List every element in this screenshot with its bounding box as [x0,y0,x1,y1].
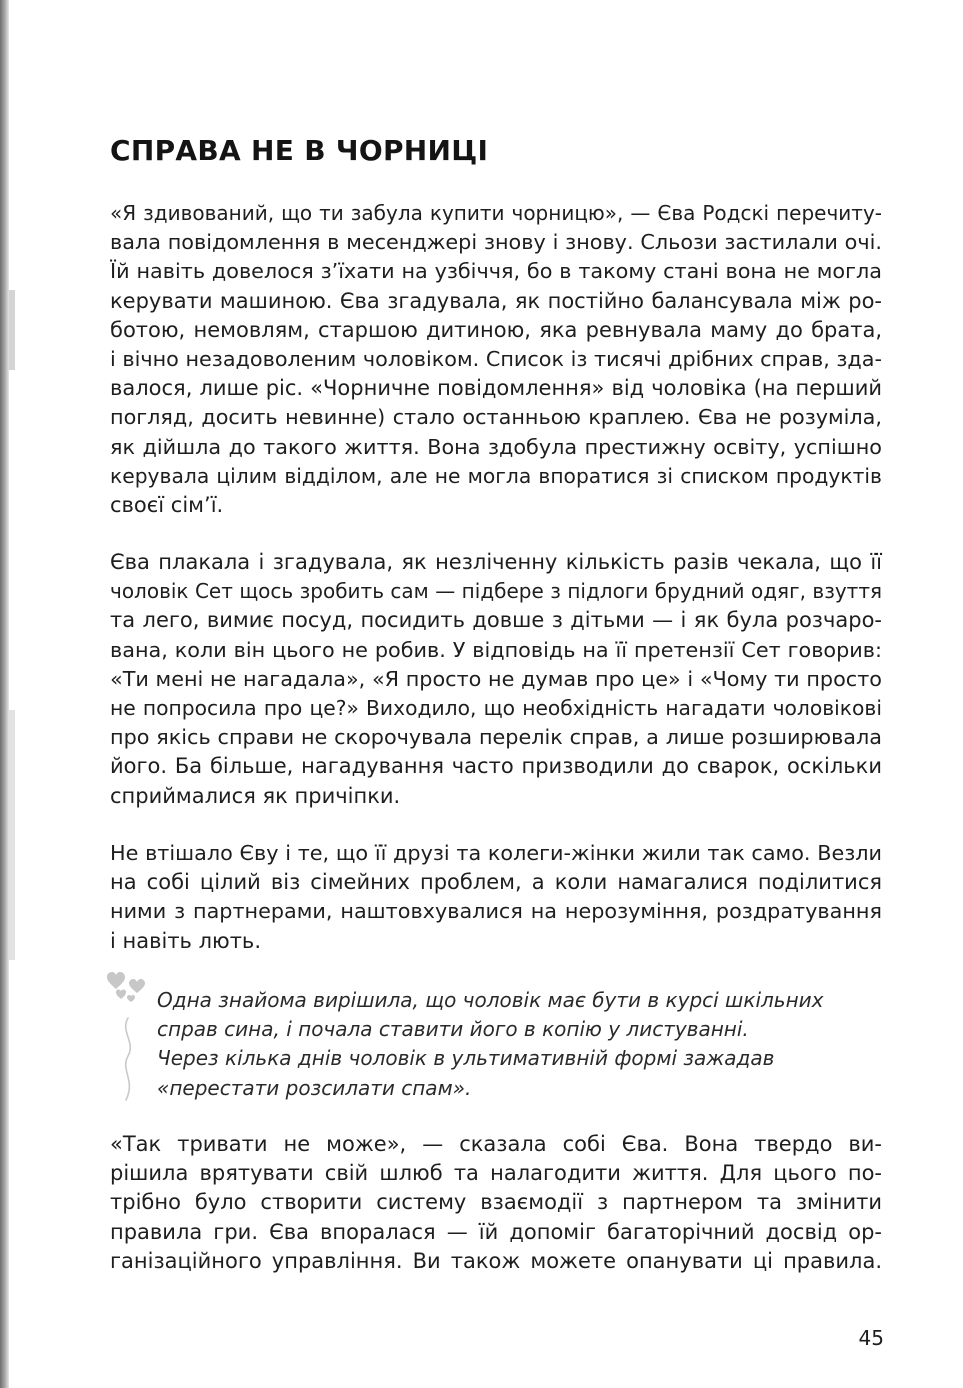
note-line: Через кілька днів чоловік в ультимативній формі зажадав [157,1046,775,1071]
text-line: керувала цілим відділом, але не могла впоратися зі списком продуктів [110,463,882,488]
text-line: сприймалися як причіпки. [110,783,401,808]
text-line: ганізаційного управління. Ви також можете опанувати ці правила. [110,1248,882,1273]
text-line: Єва плакала і згадувала, як незліченну кількість разів чекала, що її [110,550,882,574]
text-line: рішила врятувати свій шлюб та налагодити життя. Для цього по- [110,1161,882,1186]
binding-edge [0,0,9,1388]
text-line: «Ти мені не нагадала», «Я просто не думав про це» і «Чому ти просто [110,666,882,691]
paragraph-2 [110,548,882,811]
text-line: його. Ба більше, нагадування часто призводили до сварок, оскільки [110,754,882,779]
page-number: 45 [858,1326,884,1350]
text-line: про якісь справи не скорочувала перелік справ, а лише розширювала [110,725,882,750]
text-line: та лего, вимиє посуд, посидить довше з дітьми — і як була розчаро- [110,608,882,633]
text-line: ними з партнерами, наштовхувалися на нерозуміння, роздратування [110,899,882,924]
hearts-icon [106,970,148,1105]
text-line: правила гри. Єва впоралася — їй допоміг багаторічний досвід ор- [110,1219,882,1244]
text-line: і вічно незадоволеним чоловіком. Список із тисячі дрібних справ, зда- [110,347,882,372]
text-line: не попросила про це?» Виходило, що необхідність нагадати чоловікові [110,696,882,721]
chapter-title: СПРАВА НЕ В ЧОРНИЦІ [110,134,489,167]
text-line: валося, лише ріс. «Чорничне повідомлення» від чоловіка (на перший [110,376,882,401]
text-line: ботою, немовлям, старшою дитиною, яка ревнувала маму до брата, [110,317,882,342]
text-line: Не втішало Єву і те, що її друзі та колеги-жінки жили так само. Везли [110,841,882,865]
text-line: чоловік Сет щось зробить сам — підбере з підлоги брудний одяг, взуття [110,579,882,604]
text-line: і навіть лють. [110,928,261,953]
note-line: «перестати розсилати спам». [157,1075,472,1100]
text-line: вала повідомлення в месенджері знову і знову. Сльози застилали очі. [110,230,882,255]
paragraph-3 [110,839,882,956]
paragraph-1 [110,199,882,520]
binding-shadow-upper [9,290,15,370]
text-line: на собі цілий віз сімейних проблем, а коли намагалися поділитися [110,870,882,895]
note-line: Одна знайома вирішила, що чоловік має бути в курсі шкільних [157,988,824,1012]
text-line: вана, коли він цього не робив. У відповідь на її претензії Сет говорив: [110,637,882,662]
text-line: «Я здивований, що ти забула купити чорницю», — Єва Родскі перечиту- [110,201,882,225]
text-line: Їй навіть довелося з’їхати на узбіччя, бо в такому стані вона не могла [110,259,882,284]
text-line: «Так тривати не може», — сказала собі Єва. Вона твердо ви- [110,1132,882,1156]
text-line: трібно було створити систему взаємодії з партнером та змінити [110,1190,882,1215]
note-box [157,986,857,1103]
text-line: погляд, досить невинне) стало останньою краплею. Єва не розуміла, [110,405,882,430]
text-line: як дійшла до такого життя. Вона здобула престижну освіту, успішно [110,434,882,459]
text-line: керувати машиною. Єва згадувала, як постійно балансувала між ро- [110,288,882,313]
text-line: своєї сім’ї. [110,493,224,518]
paragraph-4 [110,1130,882,1276]
binding-shadow-lower [9,710,15,960]
note-line: справ сина, і почала ставити його в копію у листуванні. [157,1017,749,1042]
